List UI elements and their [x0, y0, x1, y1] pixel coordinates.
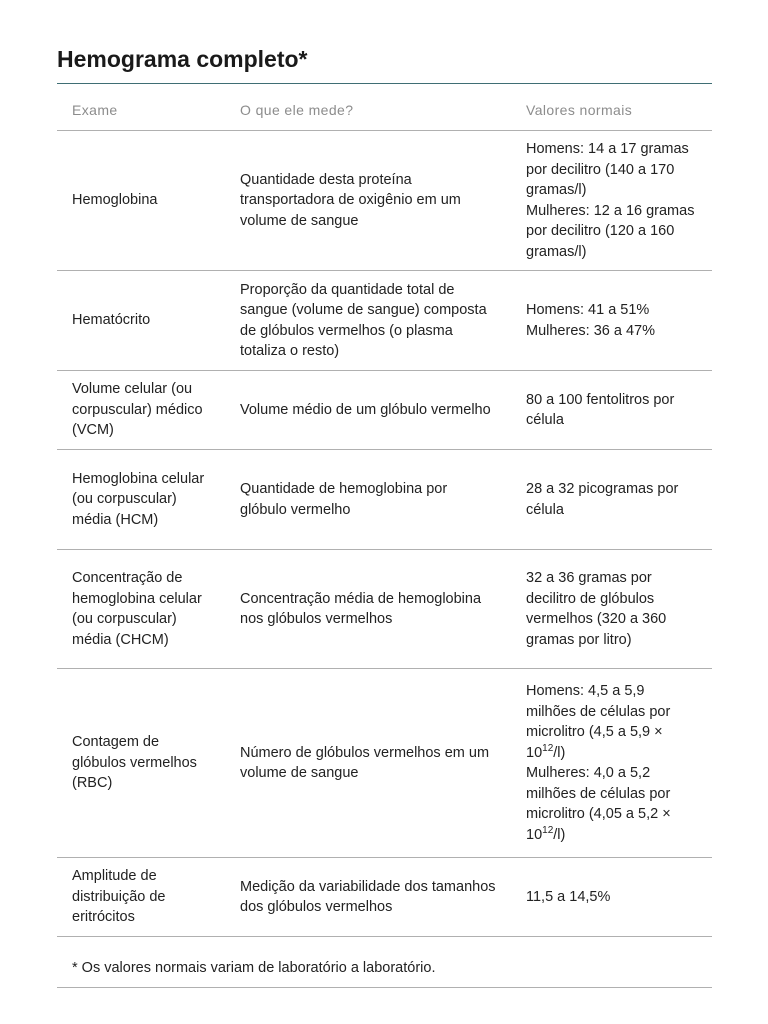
value-text: Homens: 4,5 a 5,9 milhões de células por microlitro (4,5 a 5,9 × 10: [526, 683, 671, 761]
cell-exame: Hematócrito: [57, 271, 225, 371]
superscript-exponent: 12: [542, 824, 554, 836]
cell-valores: [511, 669, 712, 858]
cell-mede: Volume médio de um glóbulo vermelho: [225, 371, 511, 450]
hemograma-table: [57, 90, 712, 937]
table-row: [57, 271, 712, 371]
table-row: [57, 858, 712, 937]
value-text: Mulheres: 4,0 a 5,2 milhões de células por microlitro (4,05 a 5,2 × 10: [526, 765, 671, 843]
footnote-text: * Os valores normais variam de laboratório a laboratório.: [72, 960, 436, 976]
value-line: 28 a 32 picogramas por célula: [526, 481, 679, 518]
cell-exame: Amplitude de distribuição de eritrócitos: [57, 858, 225, 937]
value-line: Mulheres: 36 a 47%: [526, 322, 655, 339]
cell-mede: Proporção da quantidade total de sangue (volume de sangue) composta de glóbulos vermelhos (o plasma totaliza o resto): [225, 271, 511, 371]
title-divider: [57, 83, 712, 84]
value-text: /l): [553, 826, 566, 843]
table-row: [57, 550, 712, 669]
value-line: [526, 681, 698, 763]
cell-exame: Contagem de glóbulos vermelhos (RBC): [57, 669, 225, 858]
value-line: Homens: 41 a 51%: [526, 302, 650, 318]
column-header-exame: Exame: [57, 90, 225, 131]
table-row: [57, 371, 712, 450]
cell-valores: [511, 858, 712, 937]
table-header-row: [57, 90, 712, 131]
cell-valores: [511, 131, 712, 271]
value-text: /l): [553, 744, 566, 761]
cell-mede: Quantidade de hemoglobina por glóbulo vermelho: [225, 450, 511, 550]
cell-exame: Hemoglobina: [57, 131, 225, 271]
cell-mede: Concentração média de hemoglobina nos glóbulos vermelhos: [225, 550, 511, 669]
superscript-exponent: 12: [542, 742, 554, 754]
value-line: 32 a 36 gramas por decilitro de glóbulos vermelhos (320 a 360 gramas por litro): [526, 570, 667, 648]
column-header-mede: O que ele mede?: [225, 90, 511, 131]
cell-exame: Volume celular (ou corpuscular) médico (VCM): [57, 371, 225, 450]
cell-mede: Número de glóbulos vermelhos em um volume de sangue: [225, 669, 511, 858]
cell-mede: Quantidade desta proteína transportadora de oxigênio em um volume de sangue: [225, 131, 511, 271]
table-row: [57, 131, 712, 271]
cell-mede: Medição da variabilidade dos tamanhos dos glóbulos vermelhos: [225, 858, 511, 937]
cell-exame: Concentração de hemoglobina celular (ou corpuscular) média (CHCM): [57, 550, 225, 669]
cell-valores: [511, 450, 712, 550]
cell-exame: Hemoglobina celular (ou corpuscular) média (HCM): [57, 450, 225, 550]
value-line: Homens: 14 a 17 gramas por decilitro (140 a 170 gramas/l): [526, 141, 689, 198]
cell-valores: [511, 550, 712, 669]
footnote: [57, 957, 712, 988]
table-row: [57, 450, 712, 550]
cell-valores: [511, 371, 712, 450]
value-line: [526, 763, 698, 845]
page-title: Hemograma completo*: [57, 46, 308, 72]
value-line: 11,5 a 14,5%: [526, 888, 611, 905]
value-line: 80 a 100 fentolitros por célula: [526, 391, 675, 428]
table-row: [57, 669, 712, 858]
cell-valores: [511, 271, 712, 371]
value-line: Mulheres: 12 a 16 gramas por decilitro (120 a 160 gramas/l): [526, 202, 695, 260]
column-header-valores: Valores normais: [511, 90, 712, 131]
